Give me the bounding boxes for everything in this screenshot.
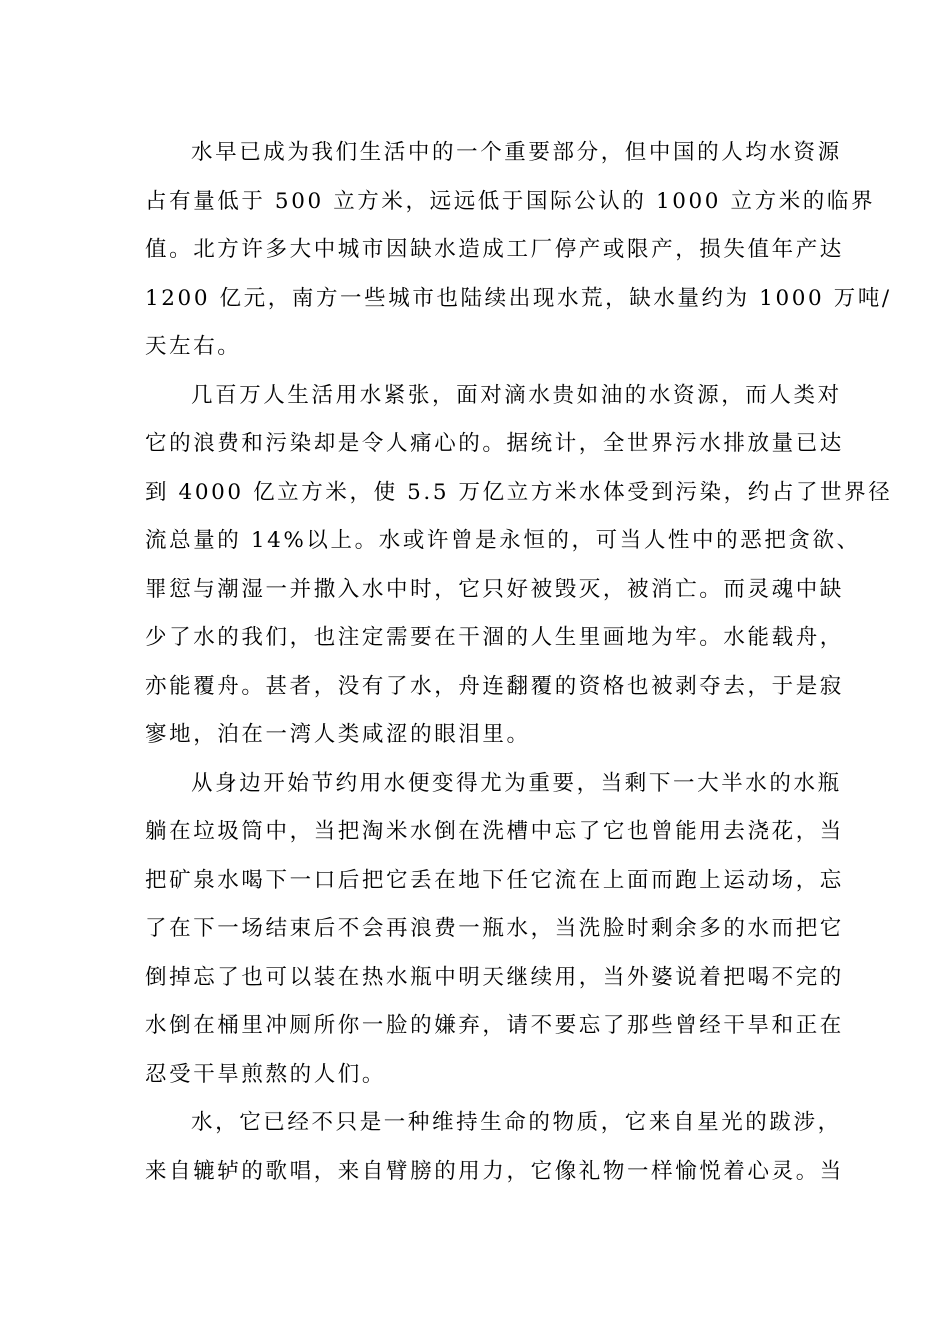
paragraph — [145, 1099, 844, 1196]
paragraph-line: 它的浪费和污染却是令人痛心的。据统计，全世界污水排放量已达 — [145, 431, 844, 456]
paragraph-line: 天左右。 — [145, 334, 242, 359]
paragraph-line: 把矿泉水喝下一口后把它丢在地下任它流在上面而跑上运动场，忘 — [145, 867, 844, 893]
paragraph-line: 占有量低于 500 立方米，远远低于国际公认的 1000 立方米的临界 — [145, 188, 876, 214]
paragraph — [145, 372, 893, 760]
paragraph-line: 躺在垃圾筒中，当把淘米水倒在洗槽中忘了它也曾能用去浇花，当 — [145, 819, 844, 844]
paragraph-line: 到 4000 亿立方米，使 5.5 万亿立方米水体受到污染，约占了世界径 — [145, 479, 893, 505]
paragraph-line: 水，它已经不只是一种维持生命的物质，它来自星光的跋涉， — [191, 1110, 842, 1135]
paragraph-line: 寥地，泊在一湾人类咸涩的眼泪里。 — [145, 722, 531, 747]
paragraph-line: 亦能覆舟。甚者，没有了水，舟连翻覆的资格也被剥夺去，于是寂 — [145, 673, 844, 699]
document-body — [145, 129, 893, 1196]
paragraph-line: 了在下一场结束后不会再浪费一瓶水，当洗脸时剩余多的水而把它 — [145, 916, 844, 941]
paragraph-line: 1200 亿元，南方一些城市也陆续出现水荒，缺水量约为 1000 万吨/ — [145, 285, 892, 311]
paragraph-line: 倒掉忘了也可以装在热水瓶中明天继续用，当外婆说着把喝不完的 — [145, 964, 844, 990]
paragraph-line: 少了水的我们，也注定需要在干涸的人生里画地为牢。水能载舟， — [145, 625, 844, 650]
paragraph — [145, 129, 892, 372]
paragraph-line: 忍受干旱煎熬的人们。 — [145, 1061, 387, 1087]
paragraph-line: 来自辘轳的歌唱，来自臂膀的用力，它像礼物一样愉悦着心灵。当 — [145, 1158, 844, 1184]
paragraph — [145, 760, 844, 1100]
paragraph-line: 值。北方许多大中城市因缺水造成工厂停产或限产，损失值年产达 — [145, 237, 844, 262]
paragraph-line: 水倒在桶里冲厕所你一脸的嫌弃，请不要忘了那些曾经干旱和正在 — [145, 1013, 844, 1038]
paragraph-line: 从身边开始节约用水便变得尤为重要，当剩下一大半水的水瓶 — [191, 770, 842, 796]
paragraph-line: 水早已成为我们生活中的一个重要部分，但中国的人均水资源 — [191, 140, 842, 165]
paragraph-line: 几百万人生活用水紧张，面对滴水贵如油的水资源，而人类对 — [191, 382, 842, 408]
paragraph-line: 罪愆与潮湿一并撒入水中时，它只好被毁灭，被消亡。而灵魂中缺 — [145, 576, 844, 602]
paragraph-line: 流总量的 14%以上。水或许曾是永恒的，可当人性中的恶把贪欲、 — [145, 528, 861, 553]
